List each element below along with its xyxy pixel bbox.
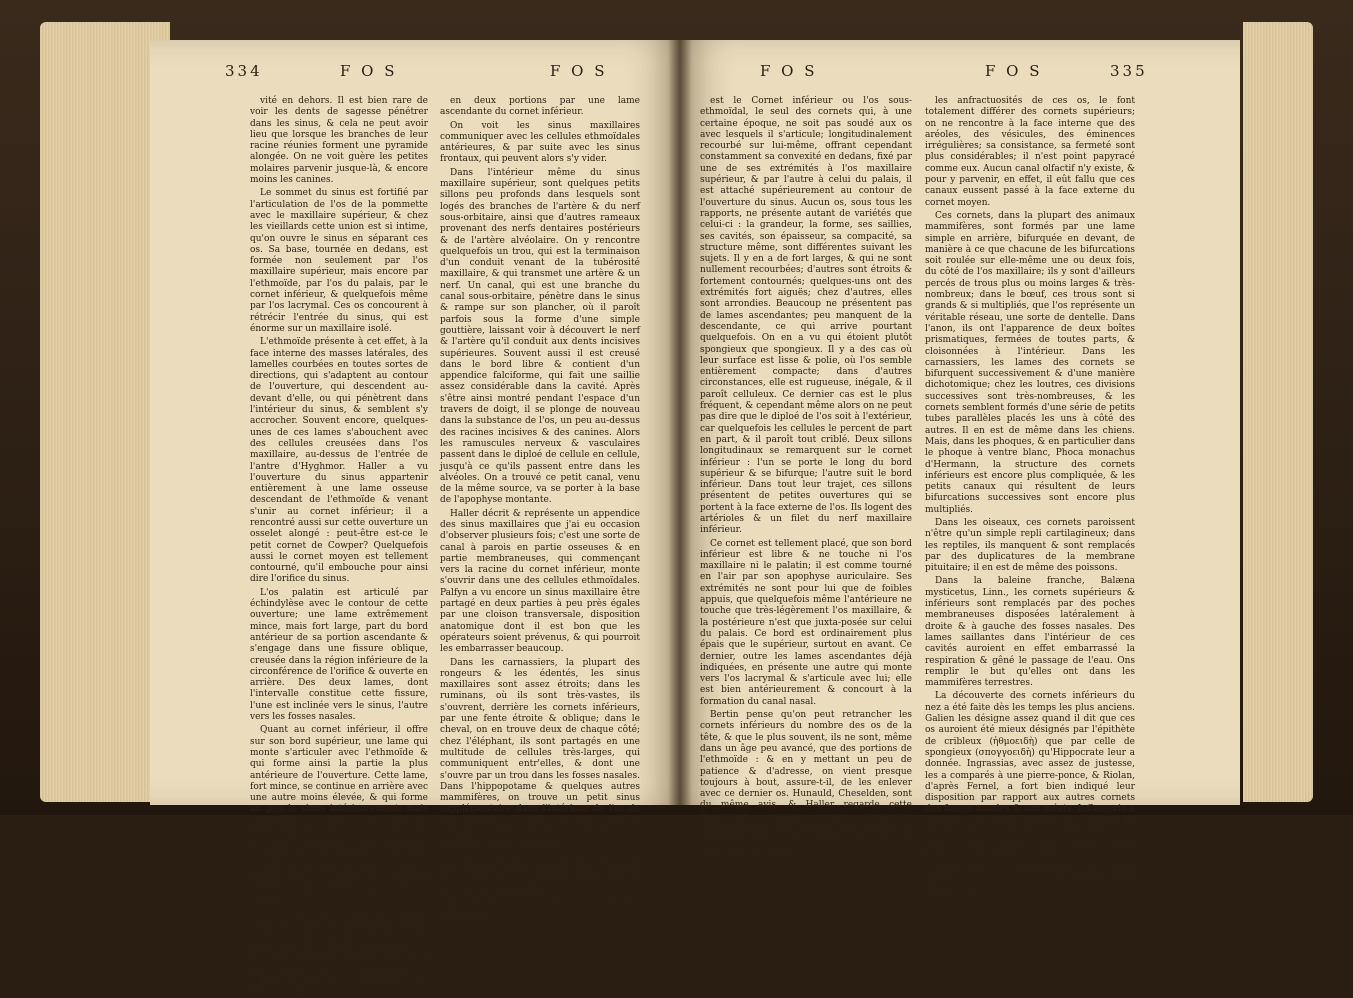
paragraph: L'os palatin est articulé par échindylèse avec le contour de cette ouverture; une lame extrêmement mince, mais fort large, part du bord antérieur de sa portion ascendante & s'engage dans une fissure oblique, creusée dans la région inférieure de la circonférence de l'orifice & ouverte en arrière. Des deux lames, dont l'intervalle constitue cette fissure, l'une est inclinée vers le sinus, l'autre vers les fosses nasales. xyxy=(250,587,428,723)
paragraph: Le sommet du sinus est fortifié par l'articulation de l'os de la pommette avec le maxillaire supérieur, & chez les vieillards cette union est si intime, qu'on ouvre le sinus en séparant ces os. Sa base, tournée en dedans, est formée non seulement par l'os maxillaire supérieur, mais encore par l'ethmoïde, par l'os du palais, par le cornet inférieur, & quelquefois même par l'os lacrymal. Ces os concourent à rétrécir l'entrée du sinus, qui est énorme sur un maxillaire isolé. xyxy=(250,188,428,334)
left-page-column-1 xyxy=(250,96,428,998)
paragraph: Dans les carnassiers, la plupart des rongeurs & les édentés, les sinus maxillaires sont assez étroits; dans les ruminans, où ils sont très-vastes, ils s'ouvrent, derrière les cornets inférieurs, par une fente étroite & oblique; dans le cheval, on en trouve deux de chaque côté; chez l'éléphant, ils sont partagés en une multitude de cellules très-larges, qui communiquent entr'elles, & dont une s'ouvre par un trou dans les fosses nasales. Dans l'hippopotame & quelques autres mammifères, on trouve un petit sinus supplémentaire dans l'intérieur de l'os de la pommette; ce sinus est vaste dans le cochon, où l'on n'observe point de sinus maxillaire proprement dit. xyxy=(440,657,640,849)
running-head: F O S xyxy=(985,62,1043,80)
running-head: F O S xyxy=(550,62,608,80)
right-page-column-2 xyxy=(925,96,1135,896)
right-page-header xyxy=(680,62,1240,86)
paragraph: Dans l'intérieur même du sinus maxillaire supérieur, sont quelques petits sillons peu profonds dans lesquels sont logés des branches de l'artère & du nerf sous-orbitaire, ainsi que d'autres rameaux provenant des nerfs dentaires postérieurs & de l'artère alvéolaire. On y rencontre quelquefois un trou, qui est la terminaison d'un conduit venant de la tubérosité maxillaire, & qui transmet une artère & un nerf. Un canal, qui est une branche du canal sous-orbitaire, pénètre dans le sinus & rampe sur son plancher, où il paroît parfois sous la forme d'une simple gouttière, laissant voir à découvert le nerf & l'artère qu'il conduit aux dents incisives supérieures. Souvent aussi il est creusé dans le bord libre & contient d'un appendice falciforme, qui fait une saillie assez considérable dans la cavité. Après s'être ainsi montré pendant l'espace d'un travers de doigt, il se plonge de nouveau dans la substance de l'os, un peu au-dessus des racines incisives & des canines. Alors les ramuscules nerveux & vasculaires passent dans le diploé de cellule en cellule, jusqu'à ce qu'ils passent entre dans les alvéoles. On a trouvé ce petit canal, venu de la même source, va se porter à la base de l'apophyse montante. xyxy=(440,167,640,506)
book-gutter-shadow xyxy=(668,40,692,805)
running-head: F O S xyxy=(760,62,818,80)
book-page-edges-right xyxy=(1243,22,1313,802)
paragraph: Dans la baleine franche, Balæna mysticetus, Linn., les cornets supérieurs & inférieurs sont remplacés par des poches membraneuses disposées latéralement à droite & à gauche des fosses nasales. Des lames saillantes dans l'intérieur de ces cavités auroient en effet embarrassé la respiration & gêné le passage de l'eau. Ons remplir le but qu'elles ont dans les mammifères terrestres. xyxy=(925,576,1135,689)
running-head: F O S xyxy=(340,62,398,80)
paragraph: vité en dehors. Il est bien rare de voir les dents de sagesse pénétrer dans les sinus, & cela ne peut avoir lieu que lorsque les branches de leur racine réunies forment une pyramide alongée. On ne voit guère les petites molaires parvenir jusque-là, & encore moins les canines. xyxy=(250,96,428,186)
paragraph: On voit les sinus maxillaires communiquer avec les cellules ethmoïdales antérieures, & par suite avec les sinus frontaux, qui peuvent alors s'y vider. xyxy=(440,120,640,165)
paragraph: La découverte des cornets inférieurs du nez a été faite dès les temps les plus anciens. Galien les désigne assez quand il dit que ces os auroient été mieux désignés par l'épithète de cribleux (ἠθμοειδὴ) que par celle de spongieux (σπογγοειδὴ) qu'Hippocrate leur a donnée. Ingrassias, avec assez de justesse, les a comparés à une pierre-ponce, & Riolan, d'après Fernel, a fort bien indiqué leur disposition par rapport aux autres cornets des fosses nasales & aux méats. J. Casserio a consacré à leur description le 6e. chapitre du 3e. livre de son Traité des Sensations, en sorte qu'ils étoient bien connus avant l'époque où Schneider écrivit. xyxy=(925,691,1135,860)
paragraph: Ces cornets, dans la plupart des animaux mammifères, sont formés par une lame simple en arrière, bifurquée en devant, de manière à ce que chacune de les bifurcations soit roulée sur elle-même une ou deux fois, du côté de l'os maxillaire; ils y sont d'ailleurs percés de trous plus ou moins larges & très-nombreux; dans le bœuf, ces trous sont si grands & si multipliés, que l'os représente un véritable réseau, une sorte de dentelle. Dans l'anon, ils ont l'apparence de deux boîtes prismatiques, fermées de toutes parts, & cloisonnées à l'intérieur. Dans les carnassiers, les lames des cornets se bifurquent successivement & d'une manière dichotomique; chez les loutres, ces divisions successives sont très-nombreuses, & les cornets semblent formés d'une série de petits tubes parallèles placés les uns à côté des autres. Il en est de même dans les chiens. Mais, dans les phoques, & en particulier dans le phoque à ventre blanc, Phoca monachus d'Hermann, la structure des cornets inférieurs est encore plus compliquée, & les petits canaux qui résultent de leurs bifurcations successives sont encore plus multipliés. xyxy=(925,210,1135,515)
paragraph: Ce cornet est tellement placé, que son bord inférieur est libre & ne touche ni l'os maxillaire ni le palatin; il est comme tourné en l'air par son apophyse auriculaire. Ses extrémités ne sont pour lui que de foibles appuis, que quelquefois même l'antérieure ne touche que très-légèrement l'os maxillaire, & la postérieure n'est que juxta-posée sur celui du palais. Ce bord est ordinairement plus épais que le supérieur, surtout en avant. Ce dernier, outre les lames ascendantes déjà indiquées, en présente une autre qui monte vers l'os lacrymal & s'articule avec lui; elle est bien antérieurement & concourt à la formation du canal nasal. xyxy=(700,538,912,707)
paragraph: est le Cornet inférieur ou l'os sous-ethmoïdal, le seul des cornets qui, à une certaine époque, ne soit pas soudé aux os avec lesquels il s'articule; longitudinalement recourbé sur lui-même, offrant cependant constamment sa convexité en dedans, fixé par une de ses extrémités à l'os maxillaire supérieur, & par l'autre à celui du palais, il est attaché supérieurement au contour de l'ouverture du sinus. Aucun os, sous tous les rapports, ne présente autant de variétés que celui-ci : la grandeur, la forme, ses saillies, ses cavités, son épaisseur, sa compacité, sa structure même, sont différentes suivant les sujets. Il y en a de fort larges, & qui ne sont nullement recourbées; d'autres sont étroits & fortement contournés; quelques-uns ont des extrémités fort aiguës; chez d'autres, elles sont arrondies. Beaucoup ne présentent pas de lames ascendantes; peu manquent de la descendante, ce qui arrive pourtant quelquefois. On en a vu qui étoient plutôt spongieux que spongieux. Il y a des cas où leur surface est lisse & polie, où l'os semble entièrement compacte; dans d'autres circonstances, elle est rugueuse, inégale, & il paroît celluleux. Ce dernier cas est le plus fréquent, & cependant même alors on ne peut pas dire que le diploé de l'os soit à l'extérieur, car quelquefois les cellules le percent de part en part, & il paroît tout criblé. Deux sillons longitudinaux se remarquent sur le cornet inférieur : l'un se porte le long du bord supérieur & se bifurque; l'autre suit le bord inférieur. Dans tout leur trajet, ces sillons présentent de petites ouvertures qui se portent à la face externe de l'os. Ils logent des artérioles & un filet du nerf maxillaire inférieur. xyxy=(700,96,912,536)
left-page xyxy=(150,40,680,998)
page-number: 335 xyxy=(1110,62,1148,80)
paragraph: Dans les oiseaux, ces cornets paroissent n'être qu'un simple repli cartilagineux; dans les reptiles, ils manquent & sont remplacés par des duplicatures de la membrane pituitaire; il en est de même des poissons. xyxy=(925,517,1135,574)
paragraph: Bertin pense qu'on peut retrancher les cornets inférieurs du nombre des os de la tête, & que le plus souvent, ils ne sont, même dans un âge peu avancé, que des portions de l'ethmoïde : & en y mettant un peu de patience & d'adresse, on vient presque toujours à bout, assure-t-il, de les enlever avec ce dernier os. Hunauld, Cheselden, sont du même avis, & Haller regarde cette disposition comme assez fréquente. Aujourd'hui les anatomistes, avec raison, ne partagent point cette opinion. En effet, la structure, les sillons, xyxy=(700,710,912,856)
paragraph: en deux portions par une lame ascendante du cornet inférieur. xyxy=(440,96,640,118)
paragraph: L'ouverture de ce sinus est, comme celle du sinus du sphénoïde, élevée au-dessus du bas-fond de la cavité, tandis que les cellules ethmoïdales & les sinus frontaux s'ouvrent dans leur partie la plus déclive. Quelquefois il y a deux ou trois de ces ouvertures, ou bien cet orifice est partagé xyxy=(250,908,428,998)
paragraph: Haller décrit & représente un appendice des sinus maxillaires que j'ai eu occasion d'observer plusieurs fois; c'est une sorte de canal à parois en partie osseuses & en partie membraneuses, qui commençant vers la racine du cornet inférieur, monte s'ouvrir dans une des cellules ethmoïdales. Palfyn a vu encore un sinus maxillaire être partagé en deux parties à peu près égales par une cloison transversale, disposition anatomique dont il est bon que les opérateurs soient prévenus, & qui pourroit les embarrasser beaucoup. xyxy=(440,508,640,655)
left-page-header xyxy=(150,62,680,86)
paragraph: les anfractuosités de ces os, le font totalement différer des cornets supérieurs; on ne rencontre à la face interne que des aréoles, des vésicules, des éminences irrégulières; sa consistance, sa fermeté sont plus considérables; il n'est point papyracé comme eux. Aucun canal olfactif n'y existe, & pour y parvenir, en effet, il eût fallu que ces canaux eussent passé à la face externe du cornet moyen. xyxy=(925,96,1135,208)
right-page xyxy=(680,40,1240,896)
paragraph: Le méat moyen se termine en arrière par une partie de la face interne de l'os palatin, qui s'unit avec l'apophyse ptérygoïde & avec le cornet inférieur. xyxy=(440,851,640,896)
paragraph: Quant au cornet inférieur, il offre sur son bord supérieur, une lame qui monte s'articuler avec l'ethmoïde & qui forme ainsi la partie la plus antérieure de l'ouverture. Cette lame, fort mince, se continue en arrière avec une autre moins élevée, & qui forme un peu le sinus intérieurement; mais au-dessous de celle-ci, en dehors du bord supérieur de l'os, on voit une troisième apophyse, que quelques anatomistes ont nommée auriculaire, & qui, recourbée en bas, s'engage dans le sinus & s'applique à sa paroi interne, ce qui concourt puissamment à fixer. xyxy=(250,725,428,905)
paragraph: Au-dessous de l'orifice de l'antre d'Hyghmor xyxy=(440,898,640,921)
paragraph: L'ethmoïde présente à cet effet, à la face interne des masses latérales, des lamelles courbées en toutes sortes de directions, qui s'adaptent au contour de l'ouverture, qui descendent au-devant d'elle, ou qui pénètrent dans l'intérieur du sinus, & semblent s'y accrocher. Souvent encore, quelques-unes de ces lames s'abouchent avec des cellules creusées dans l'os maxillaire, au-dessus de l'entrée de l'antre d'Hyghmor. Haller a vu l'ouverture du sinus appartenir entièrement à une lame osseuse descendant de l'ethmoïde & venant s'unir au cornet inférieur; il a rencontré aussi sur cette ouverture un osselet alongé : peut-être est-ce le petit cornet de Cowper? Quelquefois aussi le cornet moyen est tellement contourné, qu'il embouche pour ainsi dire l'orifice du sinus. xyxy=(250,337,428,585)
left-page-column-2 xyxy=(440,96,640,921)
paragraph: Au-dessous du cornet inférieur, est le Méat inférieur des fosses nasales, lequel n'est qu'une gout- xyxy=(925,862,1135,896)
right-page-column-1 xyxy=(700,96,912,856)
page-number: 334 xyxy=(225,62,263,80)
